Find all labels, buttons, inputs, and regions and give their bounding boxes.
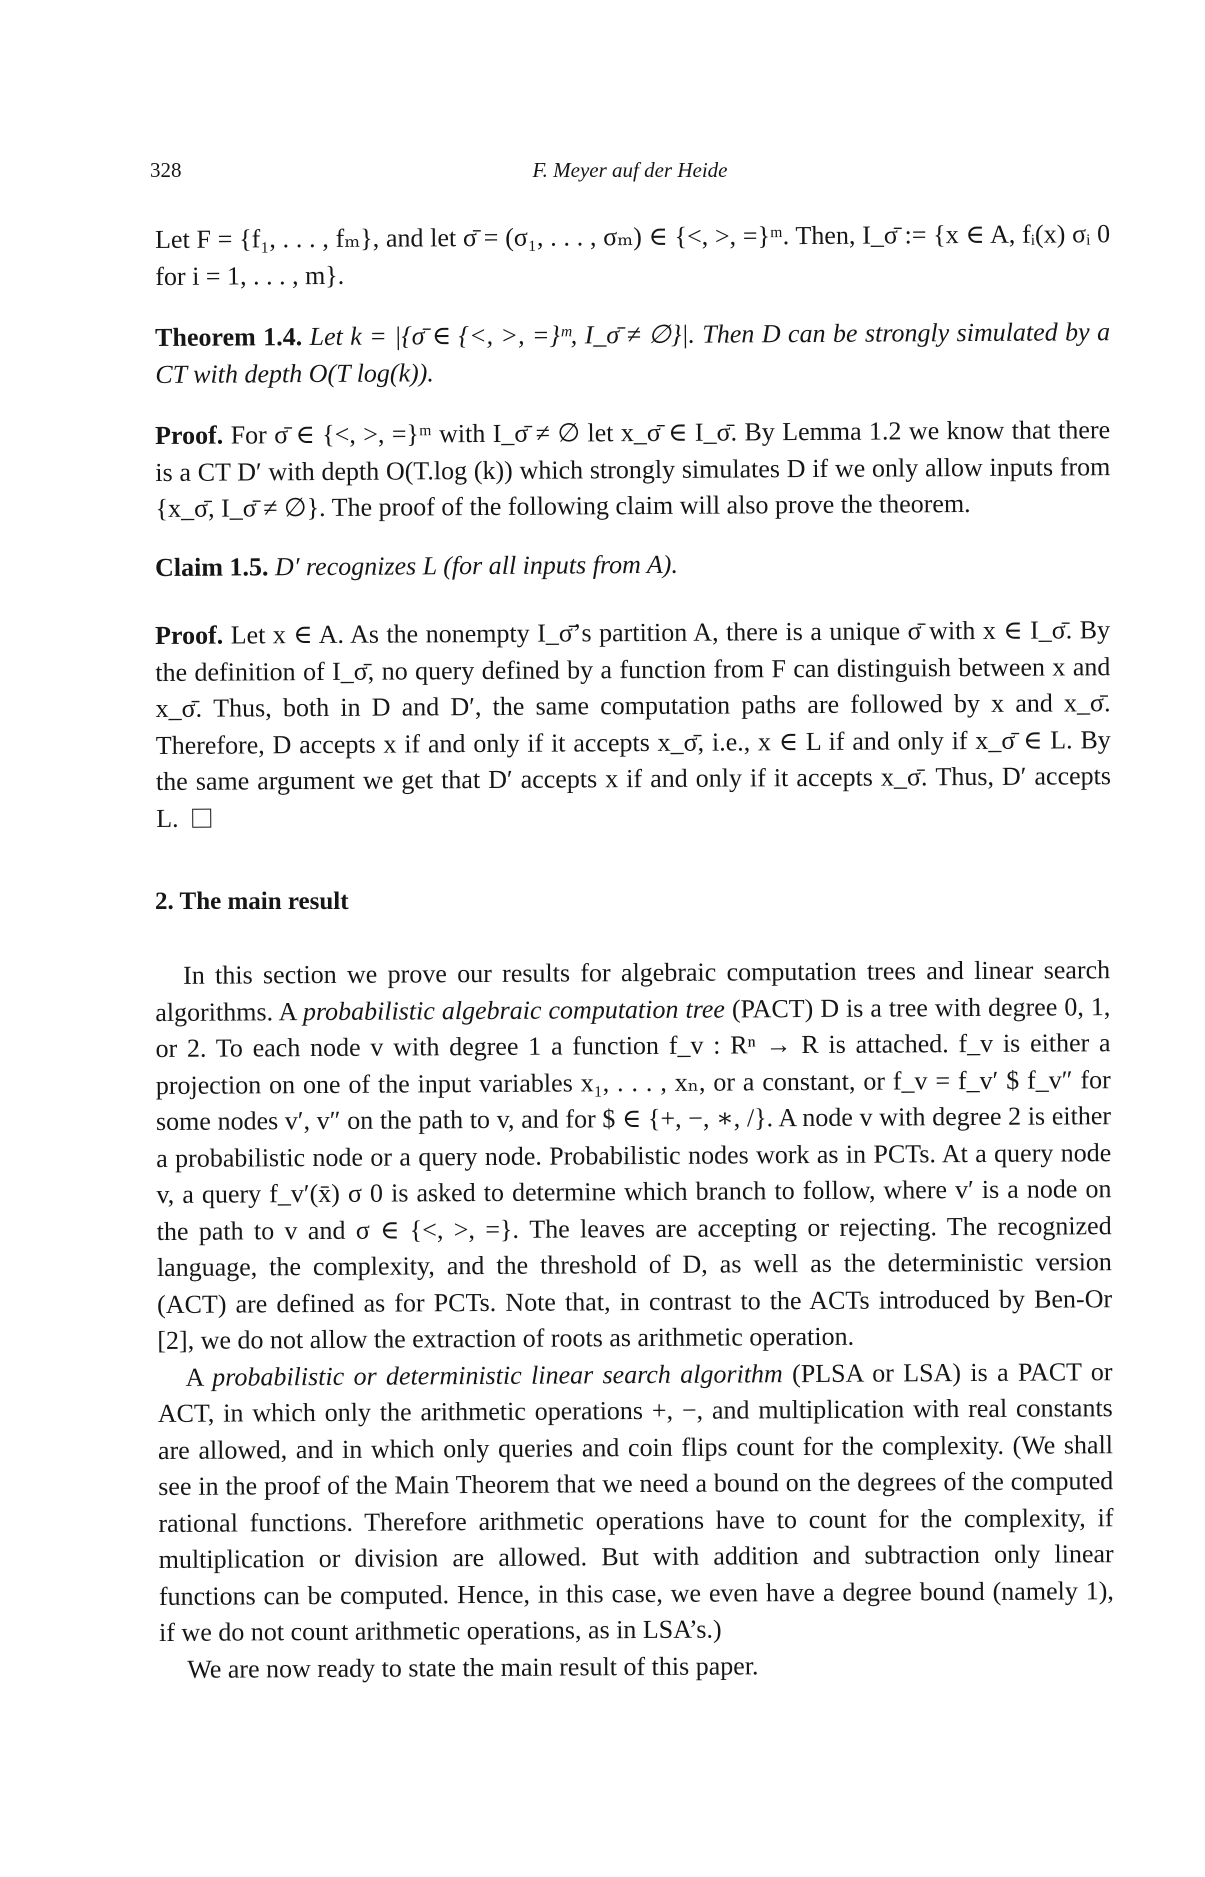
qed-square-icon xyxy=(193,808,212,827)
claim-1-5 xyxy=(155,544,1110,586)
running-head: F. Meyer auf der Heide xyxy=(532,158,728,182)
section-title: 2. The main result xyxy=(155,888,349,915)
claim-text: D′ recognizes L (for all inputs from A). xyxy=(274,549,679,582)
definition-paragraph xyxy=(155,216,1110,295)
paragraph-closing: We are now ready to state the main result of this paper. xyxy=(187,1650,759,1684)
term-plsa: probabilistic or deterministic linear search algorithm xyxy=(212,1358,783,1392)
page-header xyxy=(150,158,1110,192)
proof-claim xyxy=(155,612,1111,837)
theorem-1-4 xyxy=(155,314,1110,393)
proof-label: Proof. xyxy=(155,420,224,450)
proof-text: For σ̄ ∈ {<, >, =}ᵐ with I_σ̄ ≠ ∅ let x_σ̄ ∈ I_σ̄. By Lemma 1.2 we know that there is a CT D′ with depth O(T.log (k)) which strongly simulates D if we only allow inputs from {x_σ̄, I_σ̄ ≠ ∅}. The proof of the following claim will also prove the theorem. xyxy=(155,415,1111,523)
theorem-label: Theorem 1.4. xyxy=(155,322,303,352)
proof-theorem xyxy=(155,412,1111,527)
definition-text: Let F = {f₁, . . . , fₘ}, and let σ̄ = (σ₁, . . . , σₘ) ∈ {<, >, =}ᵐ. Then, I_σ̄ := {x ∈ A, fᵢ(x) σᵢ 0 for i = 1, . . . , m}. xyxy=(155,219,1111,291)
term-pact: probabilistic algebraic computation tree xyxy=(302,994,725,1026)
proof-text: Let x ∈ A. As the nonempty I_σ̄’s partition A, there is a unique σ̄ with x ∈ I_σ̄. By the definition of I_σ̄, no query defined by a function from F can distinguish between x and x_σ̄. Thus, both in D and D′, the same computation paths are followed by x and x_σ̄. Therefore, D accepts x if and only if it accepts x_σ̄, i.e., x ∈ L if and only if x_σ̄ ∈ L. By the same argument we get that D′ accepts x if and only if it accepts x_σ̄. Thus, D′ accepts L. xyxy=(155,615,1112,833)
paragraph-pact: In this section we prove our results for algebraic computation trees and linear search algorithms. A probabilistic algebraic computation tree (PACT) D is a tree with degree 0, 1, or 2. To each node v with degree 1 a function f_v : Rⁿ → R is attached. f_v is either a projection on one of the input variables x₁, . . . , xₙ, or a constant, or f_v = f_v′ $ f_v″ for some nodes v′, v″ on the path to v, and for $ ∈ {+, −, ∗, /}. A node v with degree 2 is either a probabilistic node or a query node. Probabilistic nodes work as in PCTs. At a query node v, a query f_v′(x̄) σ 0 is asked to determine which branch to follow, where v′ is a node on the path to v and σ ∈ {<, >, =}. The leaves are accepting or rejecting. The recognized language, the complexity, and the threshold of D, as well as the deterministic version (ACT) are defined as for PCTs. Note that, in contrast to the ACTs introduced by Ben-Or [2], we do not allow the extraction of roots as arithmetic operation. xyxy=(155,955,1113,1355)
proof-label: Proof. xyxy=(155,620,224,650)
theorem-text: Let k = |{σ̄ ∈ {<, >, =}ᵐ, I_σ̄ ≠ ∅}|. Then D can be strongly simulated by a CT with depth O(T log(k)). xyxy=(155,317,1111,389)
section-body xyxy=(155,952,1114,1688)
claim-label: Claim 1.5. xyxy=(155,552,269,582)
page-number: 328 xyxy=(150,158,182,182)
paragraph-plsa: A probabilistic or deterministic linear search algorithm (PLSA or LSA) is a PACT or ACT, in which only the arithmetic operations +, −, and multiplication with real constants are allowed, and in which only queries and coin flips count for the complexity. (We shall see in the proof of the Main Theorem that we need a bound on the degrees of the computed rational functions. Therefore arithmetic operations have to count for the complexity, if multiplication or division are allowed. But with addition and subtraction only linear functions can be computed. Hence, in this case, we even have a degree bound (namely 1), if we do not count arithmetic operations, as in LSA’s.) xyxy=(157,1356,1114,1647)
